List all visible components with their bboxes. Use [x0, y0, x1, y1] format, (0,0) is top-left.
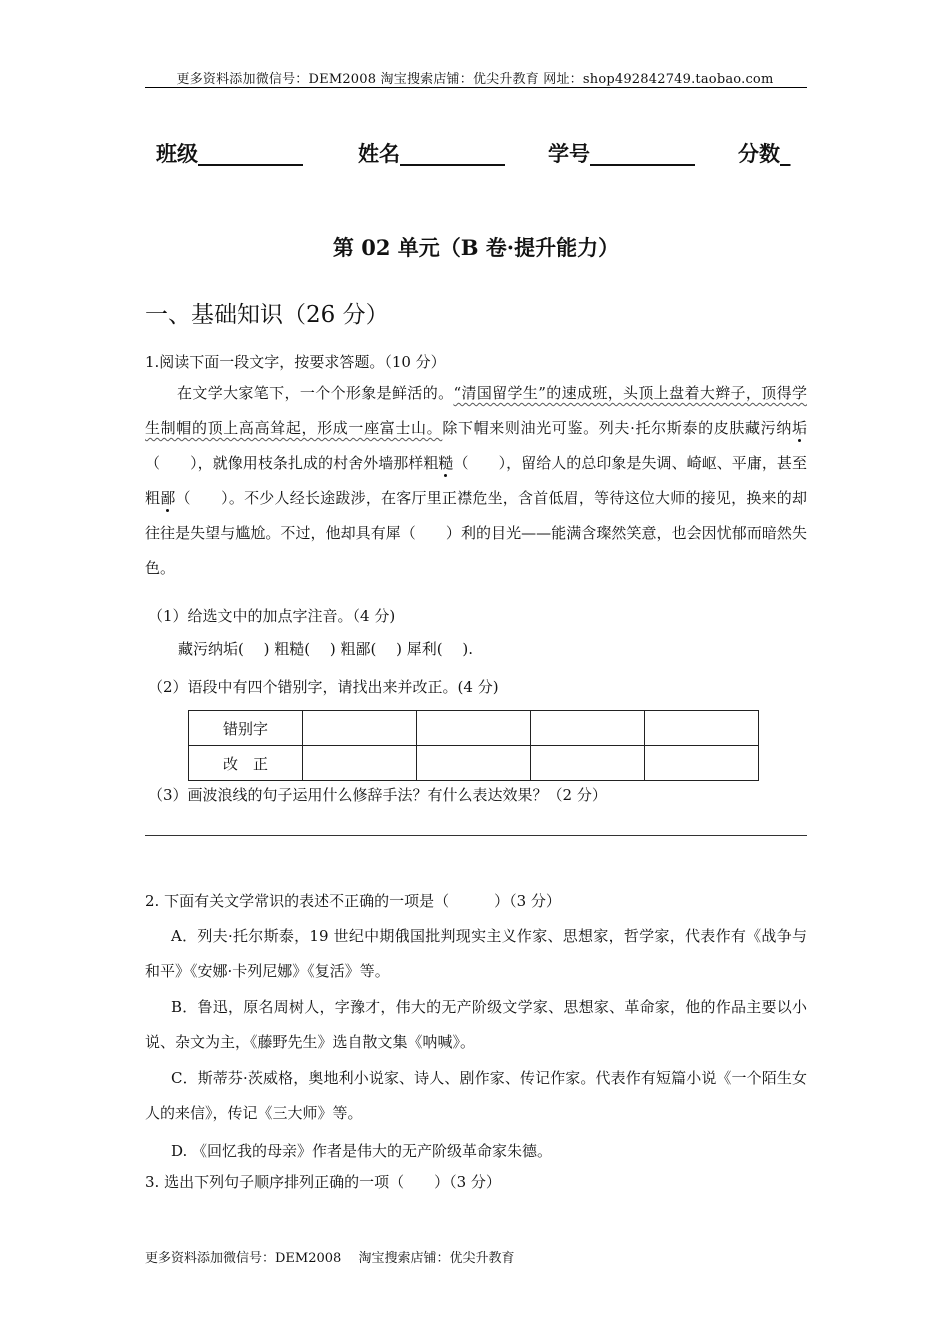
wavy-underlined-sentence: “清国留学生”的速成班，头顶上盘着大辫子，顶得学生制帽的顶上高高耸起，形成一座富士山。	[145, 384, 807, 437]
answer-line[interactable]	[145, 835, 807, 836]
question-2-stem: 2. 下面有关文学常识的表述不正确的一项是（ ）（3 分）	[145, 892, 561, 910]
q2-option-b: B．鲁迅，原名周树人，字豫才，伟大的无产阶级文学家、思想家、革命家，他的作品主要以小说、杂文为主，《藤野先生》选自散文集《呐喊》。	[145, 998, 807, 1051]
header-rule	[145, 87, 807, 88]
answer-cell[interactable]	[645, 746, 759, 781]
passage-part-b: （ ），就像用枝条扎成的村舍外墙那样粗	[145, 454, 439, 472]
q2-option-d: D. 《回忆我的母亲》作者是伟大的无产阶级革命家朱德。	[171, 1142, 553, 1160]
sub-question-3: （3）画波浪线的句子运用什么修辞手法？有什么表达效果？（2 分）	[148, 786, 607, 804]
answer-cell[interactable]	[303, 711, 417, 746]
answer-cell[interactable]	[303, 746, 417, 781]
table-row-corrections	[189, 746, 759, 781]
answer-cell[interactable]	[645, 711, 759, 746]
table-header-correction: 改 正	[189, 746, 303, 781]
section-heading: 一、基础知识（26 分）	[145, 302, 389, 328]
sub-question-2: （2）语段中有四个错别字，请找出来并改正。(4 分)	[148, 678, 499, 696]
student-id-field: 学号__________	[548, 142, 695, 166]
class-field: 班级__________	[156, 142, 303, 166]
page-header: 更多资料添加微信号：DEM2008 淘宝搜索店铺：优尖升教育 网址：shop492842749.taobao.com	[176, 72, 774, 87]
q2-option-c: C．斯蒂芬·茨威格，奥地利小说家、诗人、剧作家、传记作家。代表作有短篇小说《一个陌生女人的来信》，传记《三大师》等。	[145, 1069, 807, 1122]
page-title: 第 02 单元（B 卷·提升能力）	[332, 235, 620, 260]
answer-cell[interactable]	[531, 711, 645, 746]
blank-li: （ ）	[400, 524, 461, 542]
sub-question-1: （1）给选文中的加点字注音。（4 分)	[148, 607, 396, 625]
q1-passage	[145, 376, 807, 586]
question-1-stem: 1.阅读下面一段文字，按要求答题。（10 分）	[145, 353, 446, 371]
dotted-char-bi: 鄙	[160, 489, 176, 507]
score-field: 分数_	[738, 142, 791, 166]
passage-part-c: （ ），留给人的总印象是失调、崎岖、平庸，甚至粗	[145, 454, 807, 507]
passage-part-e: 利的目光——能满含璨然笑意，也会因忧郁而暗然失色。	[145, 524, 807, 577]
table-header-typo: 错别字	[189, 711, 303, 746]
question-3-stem: 3. 选出下列句子顺序排列正确的一项（ ）（3 分）	[145, 1173, 501, 1191]
answer-cell[interactable]	[417, 746, 531, 781]
passage-part-a: 除下帽来则油光可鉴。列夫·托尔斯泰的皮肤藏污纳	[442, 419, 792, 437]
name-field: 姓名__________	[358, 142, 505, 166]
table-row-typos	[189, 711, 759, 746]
sub-question-1-items: 藏污纳垢( ) 粗糙( ) 粗鄙( ) 犀利( ).	[178, 640, 473, 658]
answer-cell[interactable]	[531, 746, 645, 781]
dotted-char-gou: 垢	[791, 419, 807, 437]
passage-intro: 在文学大家笔下，一个个形象是鲜活的。	[177, 384, 454, 402]
passage-part-d: （ ）。不少人经长途跋涉，在客厅里正襟危坐，含首低眉，等待这位大师的接见，换来的却往往是失望与尴尬。不过，他却具有犀	[145, 489, 807, 542]
page-footer: 更多资料添加微信号：DEM2008 淘宝搜索店铺：优尖升教育	[145, 1251, 515, 1266]
dotted-char-cao: 糙	[438, 454, 454, 472]
q2-option-a: A．列夫·托尔斯泰，19 世纪中期俄国批判现实主义作家、思想家，哲学家，代表作有《战争与和平》《安娜·卡列尼娜》《复活》等。	[145, 927, 807, 980]
student-info-row	[156, 138, 836, 168]
answer-cell[interactable]	[417, 711, 531, 746]
typo-correction-table	[188, 710, 759, 781]
